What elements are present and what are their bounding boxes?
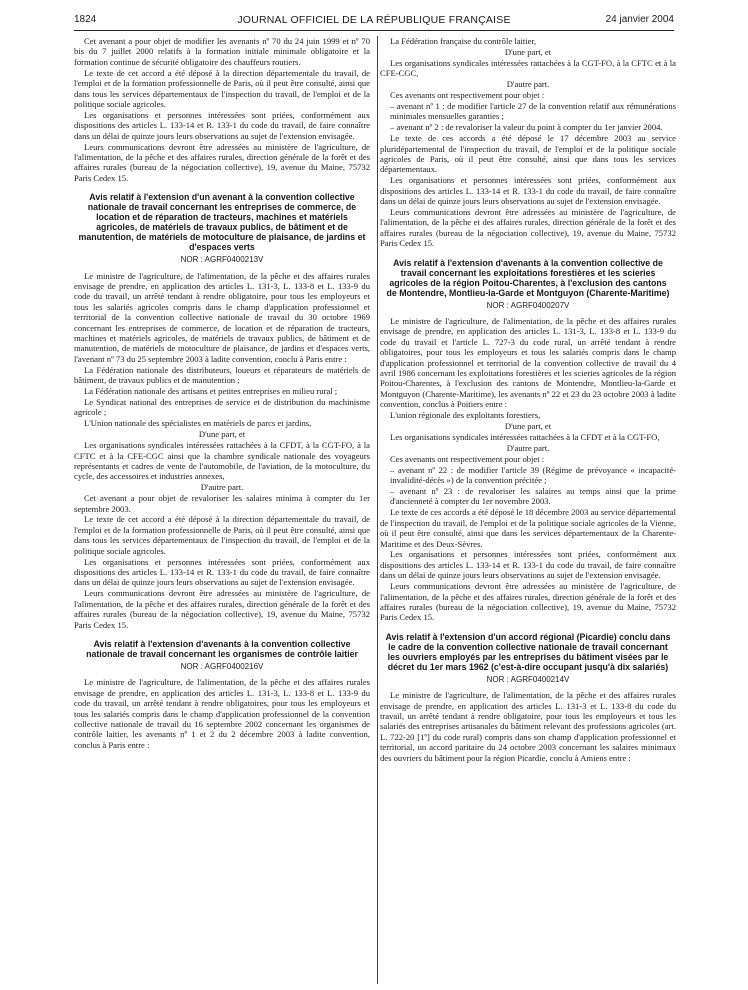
paragraph: Les organisations et personnes intéressées sont priées, conformément aux dispositions des articles L. 133-14 et R. 133-1 du code du travail, de faire connaître dans un délai de quinze jours leurs observations au sujet de l'extension envisagée. bbox=[74, 109, 370, 141]
notice-title: Avis relatif à l'extension d'un avenant à la convention collective nationale de travail concernant les entreprises de commerce, de location et de réparation de tracteurs, machines et matériels agricoles, de matériels de travaux publics, de bâtiment et de manutention, de matériels de motoculture de plaisance, de jardins et d'espaces verts bbox=[78, 192, 366, 253]
right-column bbox=[380, 36, 676, 986]
paragraph: Le ministre de l'agriculture, de l'alimentation, de la pêche et des affaires rurales envisage de prendre, en application des articles L. 131-3, L. 133-8 et L. 133-9 du code du travail et l'article L. 727-3 du code rural, un arrêté tendant à rendre obligatoires, pour tous les employeurs et tous les salariés compris dans le champ d'application professionnel et territorial de la convention collective de travail du 4 avril 1986 concernant les exploitations forestières et les scieries agricoles de la région Poitou-Charentes, à l'exclusion des cantons de Montendre, Montlieu-la-Garde et Montguyon (Charente-Maritime), les avenants nº 22 et 23 du 23 octobre 2003 à ladite convention, conclus à Poitiers entre : bbox=[380, 316, 676, 410]
paragraph: Les organisations syndicales intéressées rattachées à la CFDT, à la CGT-FO, à la CFTC et à la CFE-CGC ainsi que la chambre syndicale nationale des voyageurs représentants et cadres de vente de l'automobile, de l'aviation, de la motoculture, du cycle, des accessoires et industries annexes, bbox=[74, 440, 370, 482]
nor-reference: NOR : AGRF0400214V bbox=[486, 674, 570, 684]
paragraph: Leurs communications devront être adressées au ministère de l'agriculture, de l'alimentation, de la pêche et des affaires rurales, direction générale de la forêt et des affaires rurales (bureau de la négociation collective), 19, avenue du Maine, 75732 Paris Cedex 15. bbox=[74, 588, 370, 630]
paragraph: Ces avenants ont respectivement pour objet : bbox=[390, 453, 545, 464]
notice-title: Avis relatif à l'extension d'avenants à la convention collective nationale de travail concernant les organismes de contrôle laitier bbox=[86, 638, 358, 659]
paragraph: Le texte de cet accord a été déposé à la direction départementale du travail, de l'emploi et de la formation professionnelle de Paris, où il peut être consulté, ainsi que dans tous les services départementaux de l'inspection du travail, de l'emploi et de la politique sociale agricoles. bbox=[74, 67, 370, 109]
paragraph: Le texte de cet accord a été déposé à la direction départementale du travail, de l'emploi et de la formation professionnelle de Paris, où il peut être consulté, ainsi que dans tous les services départementaux de l'inspection du travail, de l'emploi et de la politique sociale agricoles. bbox=[74, 514, 370, 556]
paragraph: Leurs communications devront être adressées au ministère de l'agriculture, de l'alimentation, de la pêche et des affaires rurales, direction générale de la forêt et des affaires rurales (bureau de la négociation collective), 19, avenue du Maine, 75732 Paris Cedex 15. bbox=[74, 141, 370, 183]
paragraph: Le ministre de l'agriculture, de l'alimentation, de la pêche et des affaires rurales envisage de prendre, en application des articles L. 131-3 et L. 133-8 du code du travail, un arrêté tendant à rendre obligatoire, pour tous les employeurs et tous les salariés des entreprises artisanales du bâtiment relevant des professions agricoles (art. L. 722-20 [1º] du code rural) compris dans son champ d'application professionnel et territorial, un accord paritaire du 24 octobre 2003 concernant les salaires minimaux des ouvriers du bâtiment pour la région Picardie, conclu à Amiens entre : bbox=[380, 690, 676, 763]
paragraph: La Fédération nationale des distributeurs, loueurs et réparateurs de matériels de bâtiment, de travaux publics et de manutention ; bbox=[74, 364, 370, 386]
left-column bbox=[74, 36, 370, 986]
paragraph: Leurs communications devront être adressées au ministère de l'agriculture, de l'alimentation, de la pêche et des affaires rurales, direction générale de la forêt et des affaires rurales (bureau de la négociation collective), 19, avenue du Maine, 75732 Paris Cedex 15. bbox=[380, 581, 676, 623]
paragraph: Le Syndicat national des entreprises de service et de distribution du machinisme agricole ; bbox=[74, 396, 370, 418]
notice-title: Avis relatif à l'extension d'un accord régional (Picardie) conclu dans le cadre de la convention collective nationale de travail concernant les ouvriers employés par les entreprises du bâtiment visées par le décret du 1er mars 1962 (c'est-à-dire occupant jusqu'à dix salariés) bbox=[385, 631, 671, 672]
notice-title: Avis relatif à l'extension d'avenants à la convention collective de travail concernant les exploitations forestières et les scieries agricoles de la région Poitou-Charentes, à l'exclusion des cantons de Montendre, Montlieu-la-Garde et Montguyon (Charente-Maritime) bbox=[386, 257, 670, 298]
paragraph: Le texte de ces accords a été déposé le 18 décembre 2003 au service départemental de l'inspection du travail, de l'emploi et de la politique sociale agricoles de la Vienne, où il peut être consulté, ainsi que dans les services départementaux de la Charente-Maritime et des Deux-Sèvres. bbox=[380, 507, 676, 549]
paragraph: La Fédération française du contrôle laitier, bbox=[390, 36, 537, 46]
paragraph: L'Union nationale des spécialistes en matériels de parcs et jardins, bbox=[84, 418, 312, 429]
party-label: D'autre part. bbox=[200, 482, 244, 493]
paragraph: Les organisations syndicales intéressées rattachées à la CGT-FO, à la CFTC et à la CFE-CGC, bbox=[380, 57, 676, 79]
paragraph: Les organisations et personnes intéressées sont priées, conformément aux dispositions des articles L. 133-14 et R. 133-1 du code du travail, de faire connaître dans un délai de quinze jours leurs observations au sujet de l'extension envisagée. bbox=[380, 175, 676, 207]
page-header bbox=[74, 12, 674, 30]
nor-reference: NOR : AGRF0400207V bbox=[486, 300, 570, 310]
paragraph: Le texte de ces accords a été déposé le 17 décembre 2003 au service pluridépartemental de l'inspection du travail, de l'emploi et de la politique sociale agricoles de Paris, où il peut être consulté, ainsi que dans tous les services départementaux. bbox=[380, 133, 676, 175]
paragraph: Les organisations et personnes intéressées sont priées, conformément aux dispositions des articles L. 133-14 et R. 133-1 du code du travail, de faire connaître dans un délai de quinze jours leurs observations au sujet de l'extension envisagée. bbox=[74, 556, 370, 588]
paragraph: Les organisations et personnes intéressées sont priées, conformément aux dispositions des articles L. 133-14 et R. 133-1 du code du travail, de faire connaître dans un délai de quinze jours leurs observations au sujet de l'extension envisagée. bbox=[380, 549, 676, 581]
list-item: – avenant nº 1 : de modifier l'article 27 de la convention relatif aux rémunérations minimales mensuelles garanties ; bbox=[390, 100, 676, 122]
party-label: D'autre part. bbox=[506, 79, 550, 90]
paragraph: Cet avenant a pour objet de modifier les avenants nº 70 du 24 juin 1999 et nº 70 bis du 7 juillet 2000 relatifs à la formation initiale minimale obligatoire et la formation continue de sécurité obligatoire des chauffeurs routiers. bbox=[74, 36, 370, 67]
party-label: D'autre part. bbox=[506, 442, 550, 453]
paragraph: Les organisations syndicales intéressées rattachées à la CFDT et à la CGT-FO, bbox=[390, 432, 660, 442]
issue-date: 24 janvier 2004 bbox=[605, 14, 674, 25]
header-rule bbox=[74, 30, 674, 31]
nor-reference: NOR : AGRF0400216V bbox=[180, 661, 264, 671]
list-item: – avenant nº 23 : de revaloriser les salaires au temps ainsi que la prime d'ancienneté à compter du 1er novembre 2003. bbox=[390, 486, 676, 507]
party-label: D'une part, et bbox=[198, 429, 246, 440]
journal-title: JOURNAL OFFICIEL DE LA RÉPUBLIQUE FRANÇAISE bbox=[237, 14, 511, 26]
page-number: 1824 bbox=[74, 14, 97, 25]
paragraph: Le ministre de l'agriculture, de l'alimentation, de la pêche et des affaires rurales envisage de prendre, en application des articles L. 131-3, L. 133-8 et L. 133-9 du code du travail, un arrêté tendant à rendre obligatoires, pour tous les employeurs et tous les salariés compris dans le champ d'application professionnel de la convention collective nationale de travail du 16 septembre 2002 concernant les organismes de contrôle laitier, les avenants nº 1 et 2 du 2 décembre 2003 à ladite convention, conclus à Paris entre : bbox=[74, 677, 370, 750]
paragraph: Ces avenants ont respectivement pour objet : bbox=[390, 90, 545, 101]
list-item: – avenant nº 2 : de revaloriser la valeur du point à compter du 1er janvier 2004. bbox=[390, 122, 663, 133]
party-label: D'une part, et bbox=[504, 46, 552, 57]
column-separator bbox=[377, 36, 378, 984]
party-label: D'une part, et bbox=[504, 421, 552, 432]
paragraph: L'union régionale des exploitants forestiers, bbox=[390, 410, 541, 421]
list-item: – avenant nº 22 : de modifier l'article 39 (Régime de prévoyance « incapacité-invalidité-décès ») de la convention précitée ; bbox=[390, 464, 676, 486]
nor-reference: NOR : AGRF0400213V bbox=[180, 255, 264, 265]
paragraph: Le ministre de l'agriculture, de l'alimentation, de la pêche et des affaires rurales envisage de prendre, en application des articles L. 131-3, L. 133-8 et L. 133-9 du code du travail, un arrêté tendant à rendre obligatoire, pour tous les employeurs et tous les salariés agricoles compris dans le champ d'application professionnel et territorial de la convention collective nationale de travail du 30 octobre 1969 concernant les entreprises de commerce, de location et de réparation de tracteurs, machines et matériels agricoles, de matériels de travaux publics, de bâtiment et de manutention, de matériels de motoculture de plaisance, de jardins et d'espaces verts, l'avenant nº 73 du 25 septembre 2003 à ladite convention, conclu à Paris entre : bbox=[74, 270, 370, 364]
paragraph: La Fédération nationale des artisans et petites entreprises en milieu rural ; bbox=[84, 386, 338, 397]
paragraph: Leurs communications devront être adressées au ministère de l'agriculture, de l'alimentation, de la pêche et des affaires rurales, direction générale de la forêt et des affaires rurales (bureau de la négociation collective), 19, avenue du Maine, 75732 Paris Cedex 15. bbox=[380, 207, 676, 249]
paragraph: Cet avenant a pour objet de revaloriser les salaires minima à compter du 1er septembre 2003. bbox=[74, 493, 370, 514]
